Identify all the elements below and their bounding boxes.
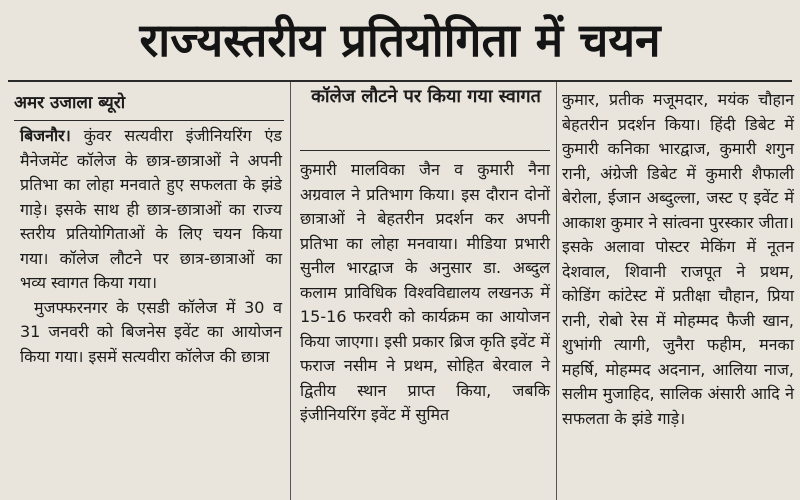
column-separator-2 — [556, 82, 557, 500]
column-separator-1 — [290, 82, 291, 500]
paragraph — [20, 124, 282, 296]
byline-rule — [14, 120, 284, 121]
subheadline: कॉलेज लौटने पर किया गया स्वागत — [311, 86, 541, 107]
byline: अमर उजाला ब्यूरो — [14, 92, 126, 113]
paragraph: कुमारी मालविका जैन व कुमारी नैना अग्रवाल ने प्रतिभाग किया। इस दौरान दोनों छात्राओं ने बेहतरीन प्रदर्शन कर अपनी प्रतिभा का लोहा मनवाया। मीडिया प्रभारी सुनील भारद्वाज के अनुसार डा. अब्दुल कलाम प्राविधिक विश्वविद्यालय लखनऊ में 15-16 फरवरी को कार्यक्रम का आयोजन किया जाएगा। इसी प्रकार ब्रिज कृति इवेंट में फराज नसीम ने प्रथम, सोहित बेरवाल ने द्वितीय स्थान प्राप्त किया, जबकि इंजीनियरिंग इवेंट में सुमित — [300, 160, 550, 424]
article-column-2 — [300, 158, 550, 500]
article-column-3 — [562, 88, 794, 500]
dateline: बिजनौर। — [20, 126, 71, 145]
headline-rule — [8, 80, 792, 82]
paragraph: कुमार, प्रतीक मजूमदार, मयंक चौहान बेहतरीन प्रदर्शन किया। हिंदी डिबेट में कुमारी कनिका भारद्वाज, कुमारी शगुन रानी, अंग्रेजी डिबेट में कुमारी शैफाली बेरोला, ईजान अब्दुल्ला, जस्ट ए इवेंट में आकाश कुमार ने सांत्वना पुरस्कार जीता। इसके अलावा पोस्टर मेकिंग में नूतन देशवाल, शिवानी राजपूत ने प्रथम, कोडिंग कांटेस्ट में प्रतीक्षा चौहान, प्रिया रानी, रोबो रेस में मोहम्मद फैजी खान, शुभांगी त्यागी, जुनैरा फहीम, मनका महर्षि, मोहम्मद अदनान, आलिया नाज, सलीम मुजाहिद, सालिक अंसारी आदि ने सफलता के झंडे गाड़े। — [562, 90, 794, 428]
paragraph: मुजफ्फरनगर के एसडी कॉलेज में 30 व 31 जनवरी को बिजनेस इवेंट का आयोजन किया गया। इसमें सत्यवीरा कॉलेज की छात्रा — [20, 297, 282, 366]
article-column-1 — [20, 124, 282, 500]
subhead-rule — [300, 150, 550, 151]
paragraph-text: कुंवर सत्यवीरा इंजीनियरिंग एंड मैनेजमेंट कॉलेज के छात्र-छात्राओं ने अपनी प्रतिभा का लोहा मनवाते हुए सफलता के झंडे गाड़े। इसके साथ ही छात्र-छात्राओं का राज्य स्तरीय प्रतियोगिताओं के लिए चयन किया गया। कॉलेज लौटने पर छात्र-छात्राओं का भव्य स्वागत किया गया। — [20, 126, 282, 292]
headline: राज्यस्तरीय प्रतियोगिता में चयन — [139, 13, 661, 67]
